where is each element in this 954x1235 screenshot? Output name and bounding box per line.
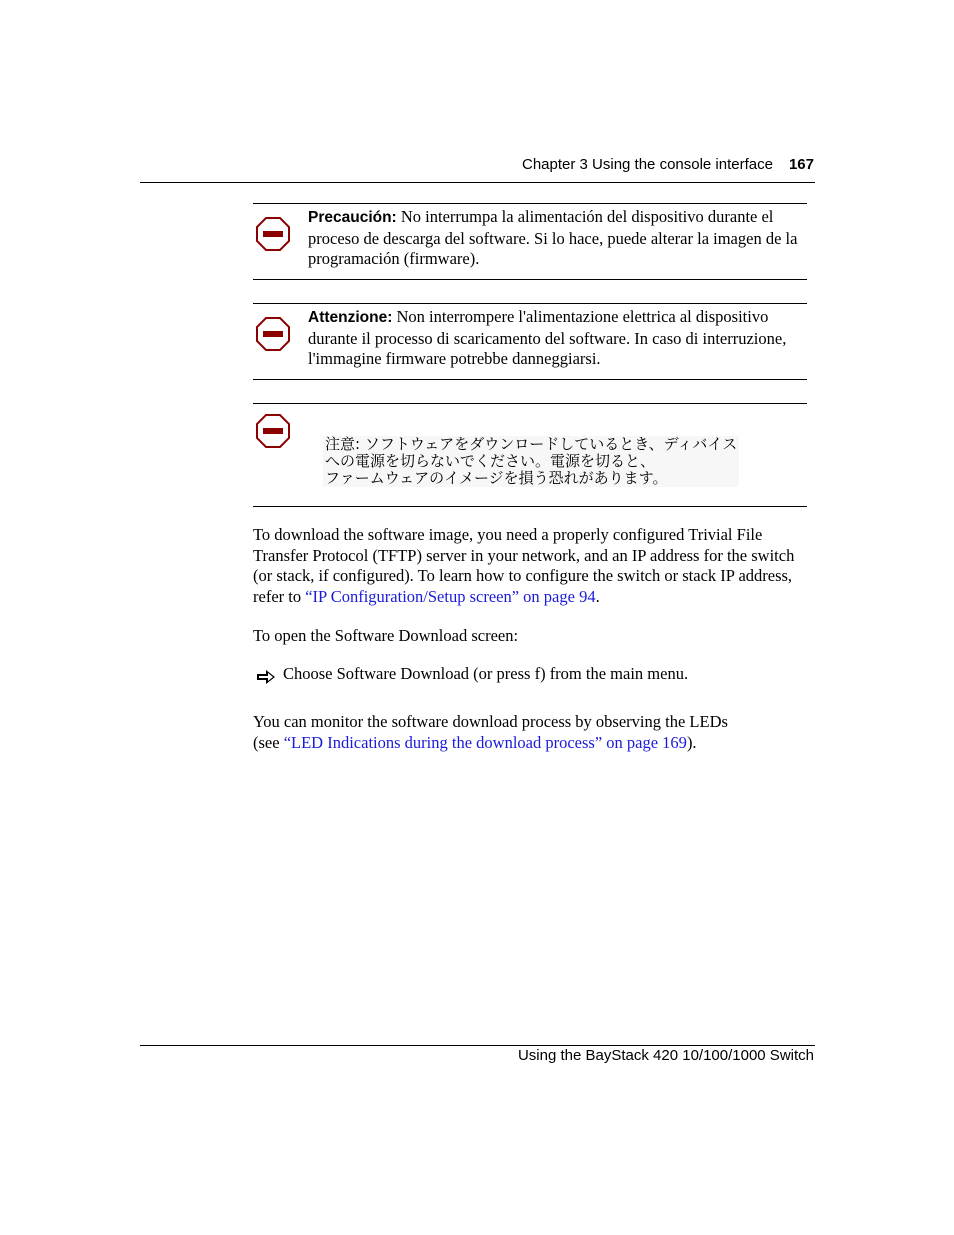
caution-text	[308, 207, 805, 270]
caution-lead: Attenzione:	[308, 309, 393, 326]
caution-block-spanish	[253, 203, 807, 280]
caution-lead: Precaución:	[308, 209, 397, 226]
page-number: 167	[788, 156, 814, 173]
stop-caution-icon	[256, 317, 290, 351]
stop-caution-icon	[256, 414, 290, 448]
caution-body: No interrumpa la alimentación del dispositivo durante el proceso de descarga del software. Si lo hace, puede alterar la imagen de la programación (firmware).	[308, 207, 798, 268]
paragraph-text: To download the software image, you need a properly configured Trivial File Transfer Protocol (TFTP) server in your network, and an IP address for the switch (or stack, if configured). To learn how to configure the switch or stack IP address, refer to	[253, 525, 795, 606]
caution-block-japanese	[253, 403, 807, 507]
chapter-title: Chapter 3 Using the console interface	[521, 156, 773, 173]
open-screen-paragraph: To open the Software Download screen:	[253, 626, 519, 645]
caution-body: Non interrompere l'alimentazione elettrica al dispositivo durante il processo di scaricamento del software. In caso di interruzione, l'immagine firmware potrebbe danneggiarsi.	[308, 307, 787, 368]
monitor-leds-paragraph	[253, 712, 753, 753]
paragraph-text: You can monitor the software download process by observing the LEDs (see	[253, 712, 728, 752]
running-header	[522, 156, 814, 173]
ip-configuration-link[interactable]: “IP Configuration/Setup screen” on page 94	[305, 586, 596, 606]
stop-caution-icon	[256, 217, 290, 251]
caution-text	[308, 307, 805, 370]
caution-block-italian	[253, 303, 807, 380]
arrow-right-icon	[256, 669, 276, 685]
footer-rule	[140, 1045, 815, 1046]
header-rule	[140, 182, 815, 183]
download-requirements-paragraph	[253, 525, 813, 607]
paragraph-end: ).	[686, 732, 697, 752]
paragraph-end: .	[595, 586, 600, 606]
running-footer: Using the BayStack 420 10/100/1000 Switch	[517, 1047, 814, 1064]
caution-japanese-text: 注意: ソフトウェアをダウンロードしているとき、ディバイス への電源を切らないでください。電源を切ると、 ファームウェアのイメージを損う恐れがあります。	[325, 435, 738, 487]
led-indications-link[interactable]: “LED Indications during the download process” on page 169	[283, 732, 687, 752]
procedure-step: Choose Software Download (or press f) from the main menu.	[283, 664, 689, 683]
